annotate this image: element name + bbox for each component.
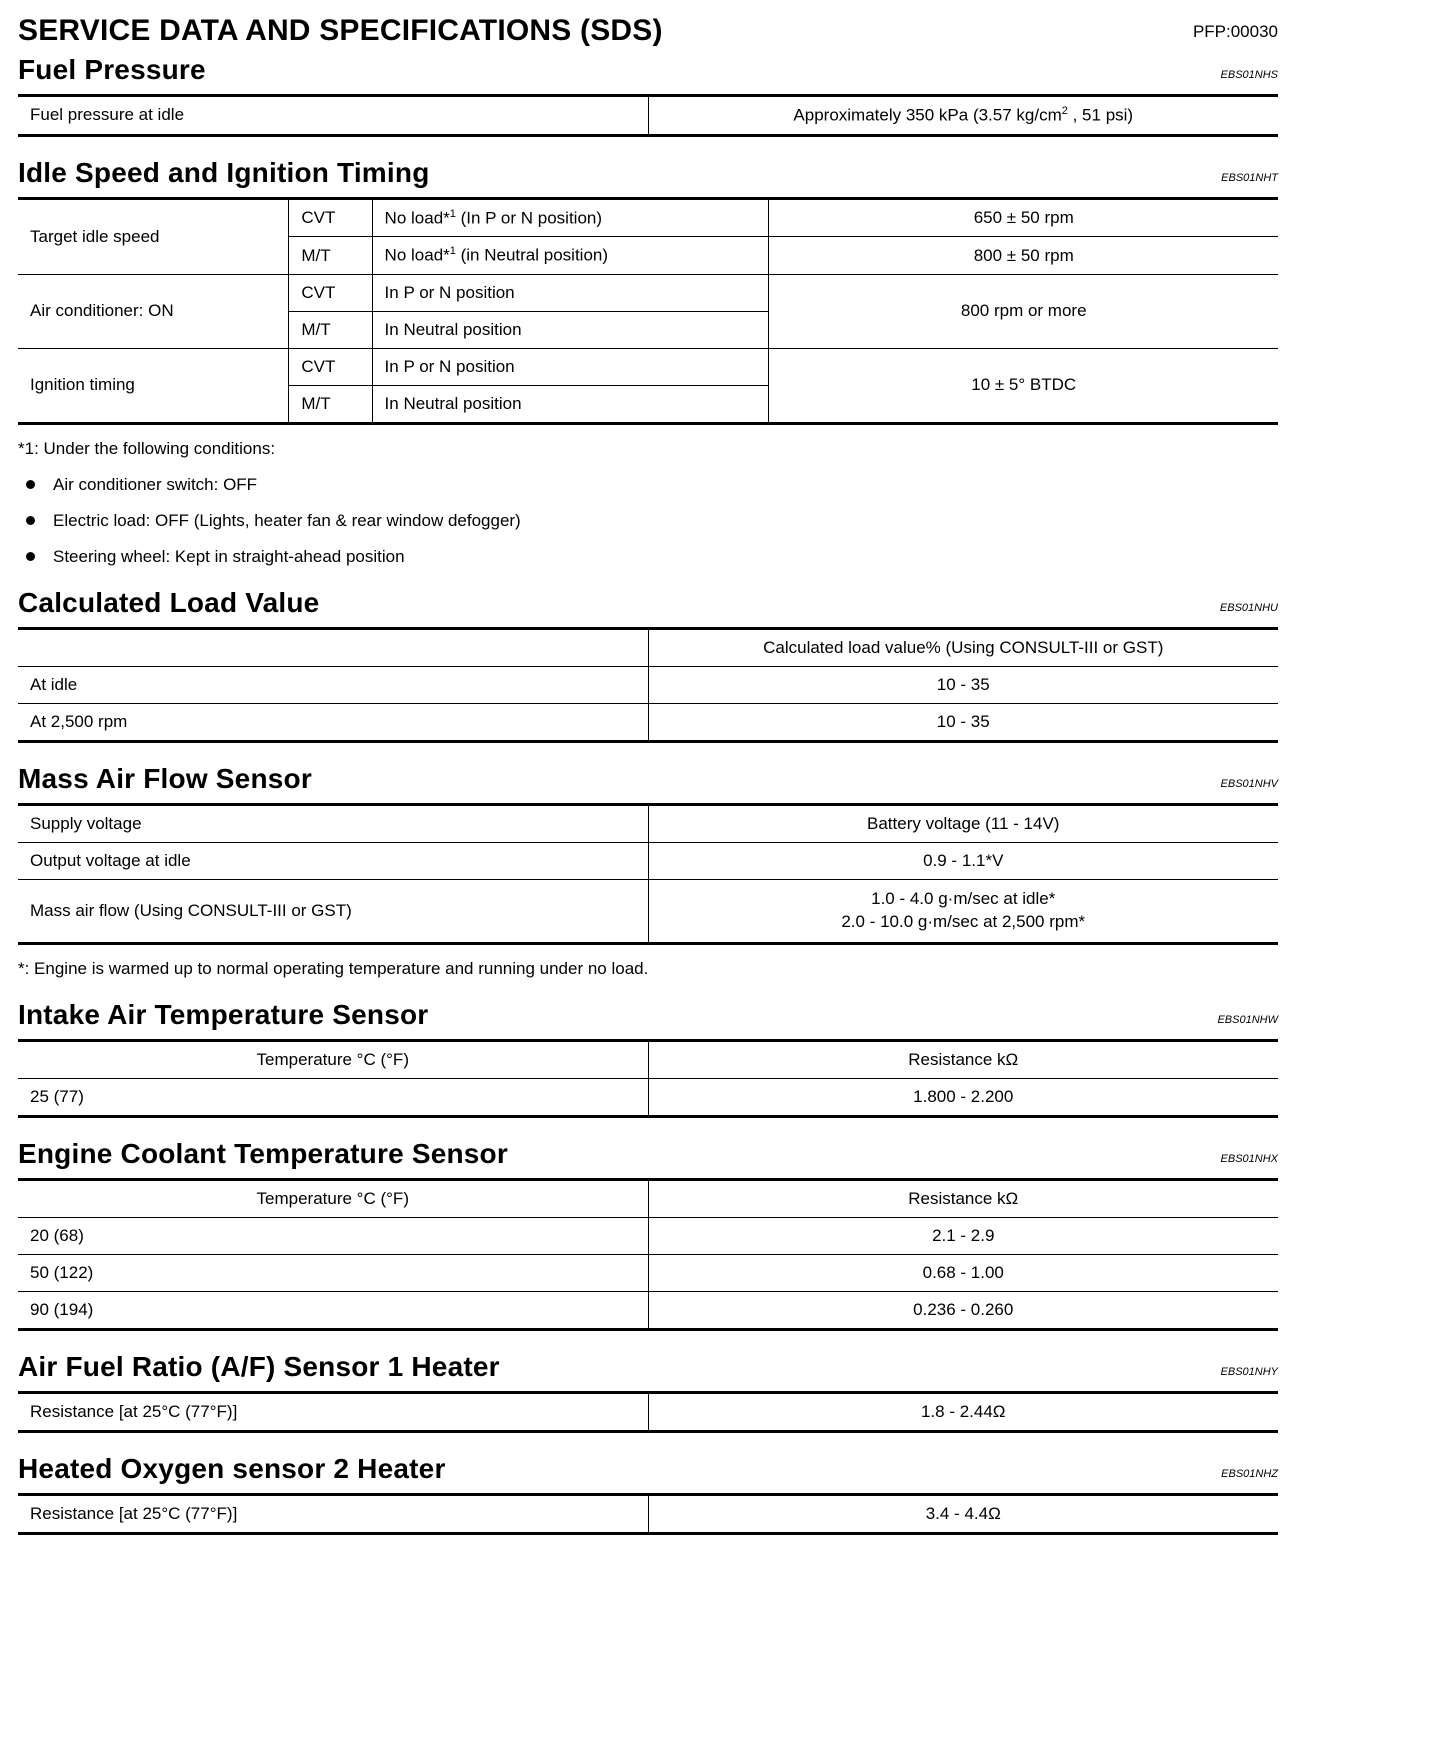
cell-label: 20 (68) (18, 1217, 648, 1254)
section-header-afr (18, 1351, 1278, 1383)
cell-value: 1.8 - 2.44Ω (648, 1392, 1278, 1431)
bullet-icon (26, 516, 35, 525)
cell-value: 1.800 - 2.200 (648, 1078, 1278, 1116)
list-item (26, 547, 1278, 567)
cell-label: Ignition timing (18, 348, 289, 423)
list-item (26, 475, 1278, 495)
cell-label: 50 (122) (18, 1254, 648, 1291)
section-code-fuel-pressure: EBS01NHS (1220, 69, 1278, 81)
cell-transmission: CVT (289, 274, 372, 311)
table-header-row (18, 628, 1278, 666)
cell-transmission: M/T (289, 311, 372, 348)
table-row (18, 804, 1278, 842)
cell-condition: In Neutral position (372, 311, 769, 348)
cell-value: 0.68 - 1.00 (648, 1254, 1278, 1291)
table-row (18, 274, 1278, 311)
cell-value (648, 879, 1278, 943)
list-item (26, 511, 1278, 531)
cell-label: Resistance [at 25°C (77°F)] (18, 1392, 648, 1431)
cell-condition: In P or N position (372, 348, 769, 385)
table-row (18, 1217, 1278, 1254)
section-header-calculated-load (18, 587, 1278, 619)
bullet-icon (26, 552, 35, 561)
cell-value: Battery voltage (11 - 14V) (648, 804, 1278, 842)
bullet-text: Steering wheel: Kept in straight-ahead position (53, 546, 405, 566)
section-header-iat (18, 999, 1278, 1031)
section-header-fuel-pressure (18, 54, 1278, 86)
cell-label: At idle (18, 666, 648, 703)
table-row (18, 842, 1278, 879)
cell-label: Air conditioner: ON (18, 274, 289, 348)
section-code-ho2s: EBS01NHZ (1221, 1467, 1278, 1480)
cell-label: At 2,500 rpm (18, 703, 648, 741)
section-code-afr: EBS01NHY (1220, 1365, 1278, 1378)
cell-label: 90 (194) (18, 1291, 648, 1329)
bullet-text: Air conditioner switch: OFF (53, 474, 258, 494)
value-line-2: 2.0 - 10.0 g·m/sec at 2,500 rpm* (841, 911, 1086, 931)
cell-label: Mass air flow (Using CONSULT-III or GST) (18, 879, 648, 943)
ect-table (18, 1178, 1278, 1331)
cell-transmission: CVT (289, 348, 372, 385)
section-code-maf: EBS01NHV (1220, 777, 1278, 790)
cell-label: 25 (77) (18, 1078, 648, 1116)
section-code-iat: EBS01NHW (1217, 1013, 1278, 1026)
document-header (18, 14, 1278, 48)
bullet-icon (26, 480, 35, 489)
cell-condition: No load*$^1$ (In P or N position) (372, 198, 769, 237)
cell-label: Resistance [at 25°C (77°F)] (18, 1494, 648, 1533)
cell-value: 10 - 35 (648, 666, 1278, 703)
cell-empty (18, 628, 648, 666)
table-row (18, 1254, 1278, 1291)
cell-label: Fuel pressure at idle (18, 96, 648, 136)
section-title-fuel-pressure: Fuel Pressure (18, 54, 206, 85)
table-header-row (18, 1179, 1278, 1217)
calculated-load-table (18, 627, 1278, 743)
section-title-calculated-load: Calculated Load Value (18, 586, 320, 618)
section-title-iat: Intake Air Temperature Sensor (18, 998, 429, 1030)
cell-value: Approximately 350 kPa (3.57 $kg/cm^2$ , 51 psi) (648, 96, 1278, 136)
cell-condition: No load*$^1$ (in Neutral position) (372, 237, 769, 275)
cell-transmission: M/T (289, 237, 372, 275)
cell-value: 3.4 - 4.4Ω (648, 1494, 1278, 1533)
maf-table (18, 803, 1278, 945)
table-row (18, 348, 1278, 385)
section-code-calculated-load: EBS01NHU (1219, 601, 1278, 614)
table-row (18, 1494, 1278, 1533)
table-row (18, 703, 1278, 741)
section-header-ect (18, 1138, 1278, 1170)
cell-transmission: M/T (289, 385, 372, 423)
cell-value: 800 rpm or more (769, 274, 1278, 348)
table-header-row (18, 1040, 1278, 1078)
idle-speed-table (18, 197, 1278, 425)
table-row (18, 96, 1278, 136)
condition-bullet-list (18, 475, 1278, 567)
cell-column-header: Resistance kΩ (648, 1179, 1278, 1217)
value-line-1: 1.0 - 4.0 g·m/sec at idle* (871, 888, 1056, 908)
cell-value: 2.1 - 2.9 (648, 1217, 1278, 1254)
section-title-maf: Mass Air Flow Sensor (18, 762, 312, 794)
table-row (18, 1291, 1278, 1329)
table-row (18, 198, 1278, 237)
section-title-idle-speed: Idle Speed and Ignition Timing (18, 156, 430, 188)
section-header-idle-speed (18, 157, 1278, 189)
bullet-text: Electric load: OFF (Lights, heater fan & rear window defogger) (53, 510, 521, 530)
cell-value: 0.236 - 0.260 (648, 1291, 1278, 1329)
section-title-afr: Air Fuel Ratio (A/F) Sensor 1 Heater (18, 1350, 500, 1382)
table-row (18, 1392, 1278, 1431)
footnote-maf: *: Engine is warmed up to normal operating temperature and running under no load. (18, 958, 649, 978)
section-code-idle-speed: EBS01NHT (1221, 171, 1278, 184)
page-title: SERVICE DATA AND SPECIFICATIONS (SDS) (18, 14, 663, 47)
cell-value: 10 - 35 (648, 703, 1278, 741)
section-title-ho2s: Heated Oxygen sensor 2 Heater (18, 1452, 446, 1484)
pfp-code: PFP:00030 (1192, 22, 1278, 41)
cell-value: 800 ± 50 rpm (769, 237, 1278, 275)
cell-label: Target idle speed (18, 198, 289, 274)
section-code-ect: EBS01NHX (1220, 1152, 1278, 1165)
cell-column-header: Temperature °C (°F) (18, 1040, 648, 1078)
footnote-idle-conditions: *1: Under the following conditions: (18, 438, 276, 458)
cell-condition: In P or N position (372, 274, 769, 311)
table-row (18, 666, 1278, 703)
ho2s-table (18, 1493, 1278, 1535)
cell-value: 650 ± 50 rpm (769, 198, 1278, 237)
iat-table (18, 1039, 1278, 1118)
table-row (18, 1078, 1278, 1116)
section-header-ho2s (18, 1453, 1278, 1485)
cell-column-header: Temperature °C (°F) (18, 1179, 648, 1217)
fuel-pressure-table (18, 94, 1278, 137)
cell-column-header: Resistance kΩ (648, 1040, 1278, 1078)
section-header-maf (18, 763, 1278, 795)
table-row (18, 879, 1278, 943)
cell-value: 0.9 - 1.1*V (648, 842, 1278, 879)
afr-table (18, 1391, 1278, 1433)
cell-label: Output voltage at idle (18, 842, 648, 879)
cell-label: Supply voltage (18, 804, 648, 842)
section-title-ect: Engine Coolant Temperature Sensor (18, 1137, 508, 1169)
cell-value: 10 ± 5° BTDC (769, 348, 1278, 423)
cell-transmission: CVT (289, 198, 372, 237)
cell-condition: In Neutral position (372, 385, 769, 423)
cell-column-header: Calculated load value% (Using CONSULT-III or GST) (648, 628, 1278, 666)
